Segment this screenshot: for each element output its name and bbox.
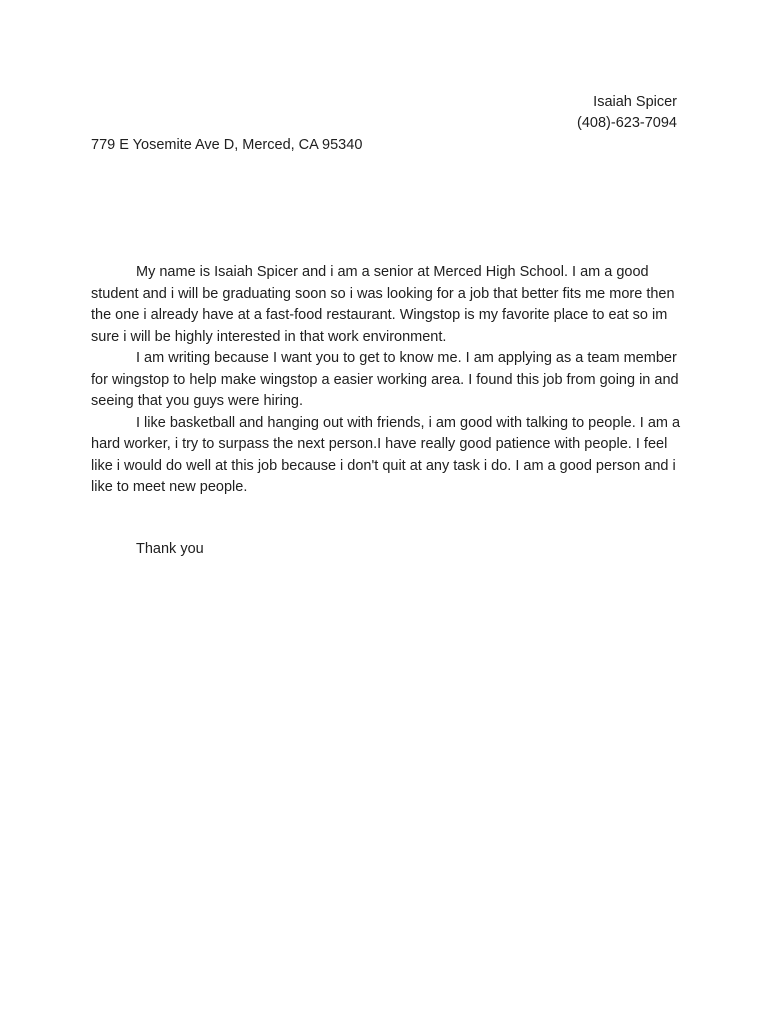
sender-address: 779 E Yosemite Ave D, Merced, CA 95340 [91, 137, 363, 153]
sender-name: Isaiah Spicer [593, 94, 677, 110]
paragraph-motivation: I am writing because I want you to get to know me. I am applying as a team member for wingstop to help make wingstop a easier working area. I found this job from going in and seeing that you guys were hiring. [91, 350, 679, 409]
paragraph-introduction: My name is Isaiah Spicer and i am a senior at Merced High School. I am a good student and i will be graduating soon so i was looking for a job that better fits me more then the one i already have at a fast-food restaurant. Wingstop is my favorite place to eat so im sure i will be highly interested in that work environment. [91, 264, 675, 345]
paragraph-qualities: I like basketball and hanging out with friends, i am good with talking to people. I am a hard worker, i try to surpass the next person.I have really good patience with people. I feel like i would do well at this job because i don't quit at any task i do. I am a good person and i like to meet new people. [91, 414, 681, 495]
letter-body [91, 262, 681, 499]
letter-closing: Thank you [136, 541, 204, 557]
sender-phone: (408)-623-7094 [577, 115, 677, 131]
sender-contact [577, 92, 677, 134]
